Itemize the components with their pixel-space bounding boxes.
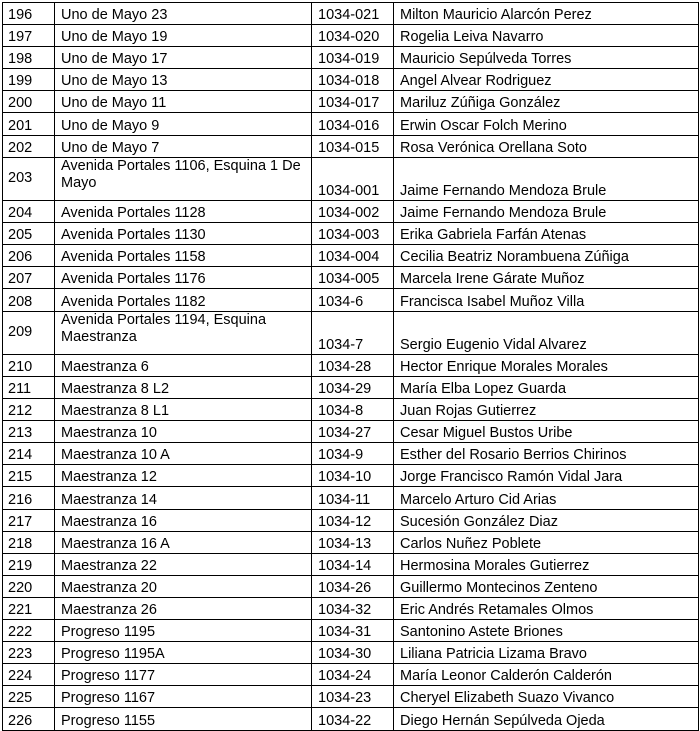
table-row [3,399,699,421]
address-cell: Uno de Mayo 9 [55,113,312,135]
code-cell: 1034-22 [312,708,394,730]
code-cell: 1034-29 [312,377,394,399]
code-cell: 1034-017 [312,91,394,113]
code-cell: 1034-018 [312,69,394,91]
code-cell: 1034-23 [312,686,394,708]
owner-name-cell: Jorge Francisco Ramón Vidal Jara [394,465,699,487]
table-row [3,642,699,664]
address-cell: Avenida Portales 1176 [55,267,312,289]
owner-name-cell: Angel Alvear Rodriguez [394,69,699,91]
owner-name-cell: Sucesión González Diaz [394,509,699,531]
address-cell: Progreso 1167 [55,686,312,708]
address-cell: Progreso 1177 [55,664,312,686]
owner-name-cell: Hermosina Morales Gutierrez [394,553,699,575]
table-row [3,597,699,619]
row-number-cell: 206 [3,245,55,267]
code-cell: 1034-021 [312,3,394,25]
table-row [3,465,699,487]
row-number-cell: 225 [3,686,55,708]
address-cell: Maestranza 20 [55,575,312,597]
table-row [3,267,699,289]
address-cell: Uno de Mayo 11 [55,91,312,113]
table-row [3,223,699,245]
row-number-cell: 212 [3,399,55,421]
address-cell: Avenida Portales 1128 [55,201,312,223]
row-number-cell: 201 [3,113,55,135]
owner-name-cell: Guillermo Montecinos Zenteno [394,575,699,597]
address-cell: Maestranza 6 [55,354,312,376]
table-row [3,3,699,25]
address-cell: Maestranza 26 [55,597,312,619]
table-row [3,553,699,575]
table-row [3,289,699,311]
row-number-cell: 216 [3,487,55,509]
owner-name-cell: Cecilia Beatriz Norambuena Zúñiga [394,245,699,267]
row-number-cell: 205 [3,223,55,245]
code-cell: 1034-31 [312,620,394,642]
owner-name-cell: Rogelia Leiva Navarro [394,25,699,47]
address-cell: Uno de Mayo 7 [55,135,312,157]
code-cell: 1034-003 [312,223,394,245]
code-cell: 1034-28 [312,354,394,376]
code-cell: 1034-10 [312,465,394,487]
table-row [3,443,699,465]
code-cell: 1034-13 [312,531,394,553]
address-cell: Avenida Portales 1130 [55,223,312,245]
code-cell: 1034-015 [312,135,394,157]
table-row [3,311,699,354]
code-cell: 1034-32 [312,597,394,619]
table-row [3,69,699,91]
table-row [3,113,699,135]
owner-name-cell: Milton Mauricio Alarcón Perez [394,3,699,25]
code-cell: 1034-27 [312,421,394,443]
owner-name-cell: Liliana Patricia Lizama Bravo [394,642,699,664]
owner-name-cell: María Elba Lopez Guarda [394,377,699,399]
code-cell: 1034-9 [312,443,394,465]
code-cell: 1034-005 [312,267,394,289]
code-cell: 1034-020 [312,25,394,47]
code-cell: 1034-001 [312,157,394,200]
code-cell: 1034-12 [312,509,394,531]
row-number-cell: 213 [3,421,55,443]
code-cell: 1034-016 [312,113,394,135]
owner-name-cell: Santonino Astete Briones [394,620,699,642]
code-cell: 1034-14 [312,553,394,575]
table-row [3,157,699,200]
address-cell: Avenida Portales 1106, Esquina 1 De Mayo [55,157,312,200]
address-cell: Uno de Mayo 17 [55,47,312,69]
row-number-cell: 219 [3,553,55,575]
row-number-cell: 208 [3,289,55,311]
property-table-body [3,3,699,731]
row-number-cell: 197 [3,25,55,47]
address-cell: Maestranza 12 [55,465,312,487]
table-row [3,47,699,69]
row-number-cell: 199 [3,69,55,91]
owner-name-cell: Jaime Fernando Mendoza Brule [394,201,699,223]
row-number-cell: 218 [3,531,55,553]
code-cell: 1034-30 [312,642,394,664]
row-number-cell: 215 [3,465,55,487]
row-number-cell: 209 [3,311,55,354]
owner-name-cell: Hector Enrique Morales Morales [394,354,699,376]
address-cell: Maestranza 8 L1 [55,399,312,421]
address-cell: Maestranza 16 A [55,531,312,553]
owner-name-cell: Erwin Oscar Folch Merino [394,113,699,135]
table-row [3,91,699,113]
address-cell: Avenida Portales 1182 [55,289,312,311]
owner-name-cell: Diego Hernán Sepúlveda Ojeda [394,708,699,730]
code-cell: 1034-7 [312,311,394,354]
row-number-cell: 196 [3,3,55,25]
table-row [3,245,699,267]
table-row [3,620,699,642]
owner-name-cell: Carlos Nuñez Poblete [394,531,699,553]
address-cell: Progreso 1195 [55,620,312,642]
row-number-cell: 202 [3,135,55,157]
owner-name-cell: Jaime Fernando Mendoza Brule [394,157,699,200]
owner-name-cell: Sergio Eugenio Vidal Alvarez [394,311,699,354]
address-cell: Uno de Mayo 23 [55,3,312,25]
table-row [3,25,699,47]
address-cell: Maestranza 10 A [55,443,312,465]
table-row [3,575,699,597]
row-number-cell: 198 [3,47,55,69]
property-table [2,2,699,731]
address-cell: Maestranza 8 L2 [55,377,312,399]
owner-name-cell: Cesar Miguel Bustos Uribe [394,421,699,443]
owner-name-cell: Francisca Isabel Muñoz Villa [394,289,699,311]
row-number-cell: 200 [3,91,55,113]
row-number-cell: 220 [3,575,55,597]
code-cell: 1034-004 [312,245,394,267]
table-row [3,135,699,157]
code-cell: 1034-002 [312,201,394,223]
owner-name-cell: Marcela Irene Gárate Muñoz [394,267,699,289]
owner-name-cell: Marcelo Arturo Cid Arias [394,487,699,509]
table-row [3,201,699,223]
address-cell: Maestranza 22 [55,553,312,575]
table-row [3,531,699,553]
owner-name-cell: Mariluz Zúñiga González [394,91,699,113]
row-number-cell: 211 [3,377,55,399]
address-cell: Uno de Mayo 19 [55,25,312,47]
table-row [3,664,699,686]
row-number-cell: 224 [3,664,55,686]
table-row [3,354,699,376]
address-cell: Maestranza 10 [55,421,312,443]
owner-name-cell: Eric Andrés Retamales Olmos [394,597,699,619]
code-cell: 1034-26 [312,575,394,597]
owner-name-cell: Mauricio Sepúlveda Torres [394,47,699,69]
table-row [3,509,699,531]
code-cell: 1034-11 [312,487,394,509]
row-number-cell: 207 [3,267,55,289]
code-cell: 1034-24 [312,664,394,686]
address-cell: Maestranza 16 [55,509,312,531]
row-number-cell: 222 [3,620,55,642]
owner-name-cell: Cheryel Elizabeth Suazo Vivanco [394,686,699,708]
row-number-cell: 210 [3,354,55,376]
owner-name-cell: Rosa Verónica Orellana Soto [394,135,699,157]
owner-name-cell: María Leonor Calderón Calderón [394,664,699,686]
table-row [3,421,699,443]
table-row [3,686,699,708]
address-cell: Maestranza 14 [55,487,312,509]
address-cell: Progreso 1195A [55,642,312,664]
row-number-cell: 221 [3,597,55,619]
row-number-cell: 223 [3,642,55,664]
row-number-cell: 204 [3,201,55,223]
table-row [3,377,699,399]
row-number-cell: 203 [3,157,55,200]
code-cell: 1034-8 [312,399,394,421]
owner-name-cell: Juan Rojas Gutierrez [394,399,699,421]
row-number-cell: 217 [3,509,55,531]
address-cell: Avenida Portales 1158 [55,245,312,267]
row-number-cell: 214 [3,443,55,465]
address-cell: Progreso 1155 [55,708,312,730]
table-row [3,487,699,509]
table-row [3,708,699,730]
owner-name-cell: Erika Gabriela Farfán Atenas [394,223,699,245]
code-cell: 1034-6 [312,289,394,311]
row-number-cell: 226 [3,708,55,730]
code-cell: 1034-019 [312,47,394,69]
address-cell: Uno de Mayo 13 [55,69,312,91]
address-cell: Avenida Portales 1194, Esquina Maestranza [55,311,312,354]
owner-name-cell: Esther del Rosario Berrios Chirinos [394,443,699,465]
